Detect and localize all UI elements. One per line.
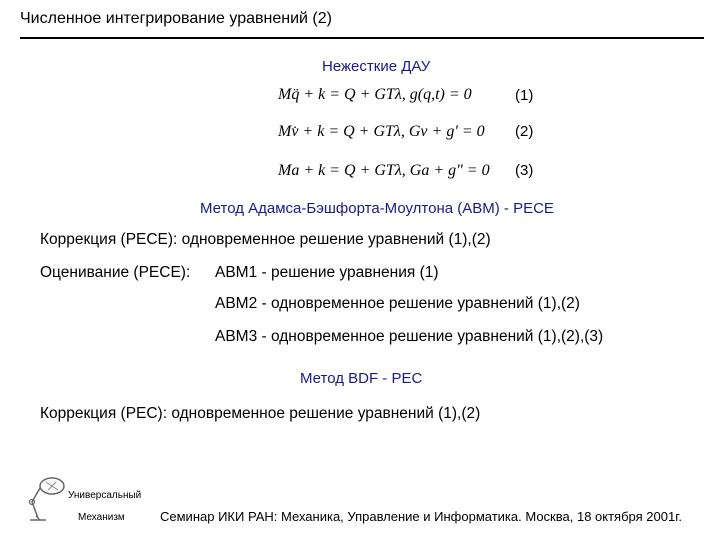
- abm3-line: ABM3 - одновременное решение уравнений (1),(2),(3): [215, 328, 604, 345]
- section-subtitle: Нежесткие ДАУ: [322, 58, 431, 75]
- title-divider: [20, 37, 704, 39]
- abm-method-title: Метод Адамса-Бэшфорта-Моултона (ABM) - PECE: [200, 200, 554, 217]
- equation-1: Mq̈ + k = Q + GTλ, g(q,t) = 0: [278, 86, 472, 103]
- equation-3: Ma + k = Q + GTλ, Ga + g″ = 0: [278, 162, 490, 179]
- equation-2-number: (2): [515, 123, 534, 140]
- logo-mechanism-icon: [22, 468, 72, 528]
- logo-label-universal: Универсальный: [68, 490, 142, 501]
- abm2-line: ABM2 - одновременное решение уравнений (1),(2): [215, 295, 580, 312]
- abm-correction: Коррекция (PECE): одновременное решение уравнений (1),(2): [40, 231, 491, 248]
- equation-3-number: (3): [515, 162, 534, 179]
- bdf-correction: Коррекция (PEC): одновременное решение уравнений (1),(2): [40, 405, 481, 422]
- footer-seminar: Семинар ИКИ РАН: Механика, Управление и Информатика. Москва, 18 октября 2001г.: [160, 509, 682, 524]
- abm-estimation-label: Оценивание (PECE):: [40, 264, 191, 281]
- equation-1-number: (1): [515, 87, 534, 104]
- abm1-line: ABM1 - решение уравнения (1): [215, 264, 439, 281]
- equation-2: Mv̇ + k = Q + GTλ, Gv + g′ = 0: [278, 123, 485, 140]
- bdf-method-title: Метод BDF - PEC: [300, 370, 423, 387]
- logo-label-mechanism: Механизм: [78, 512, 125, 523]
- page-title: Численное интегрирование уравнений (2): [20, 10, 332, 27]
